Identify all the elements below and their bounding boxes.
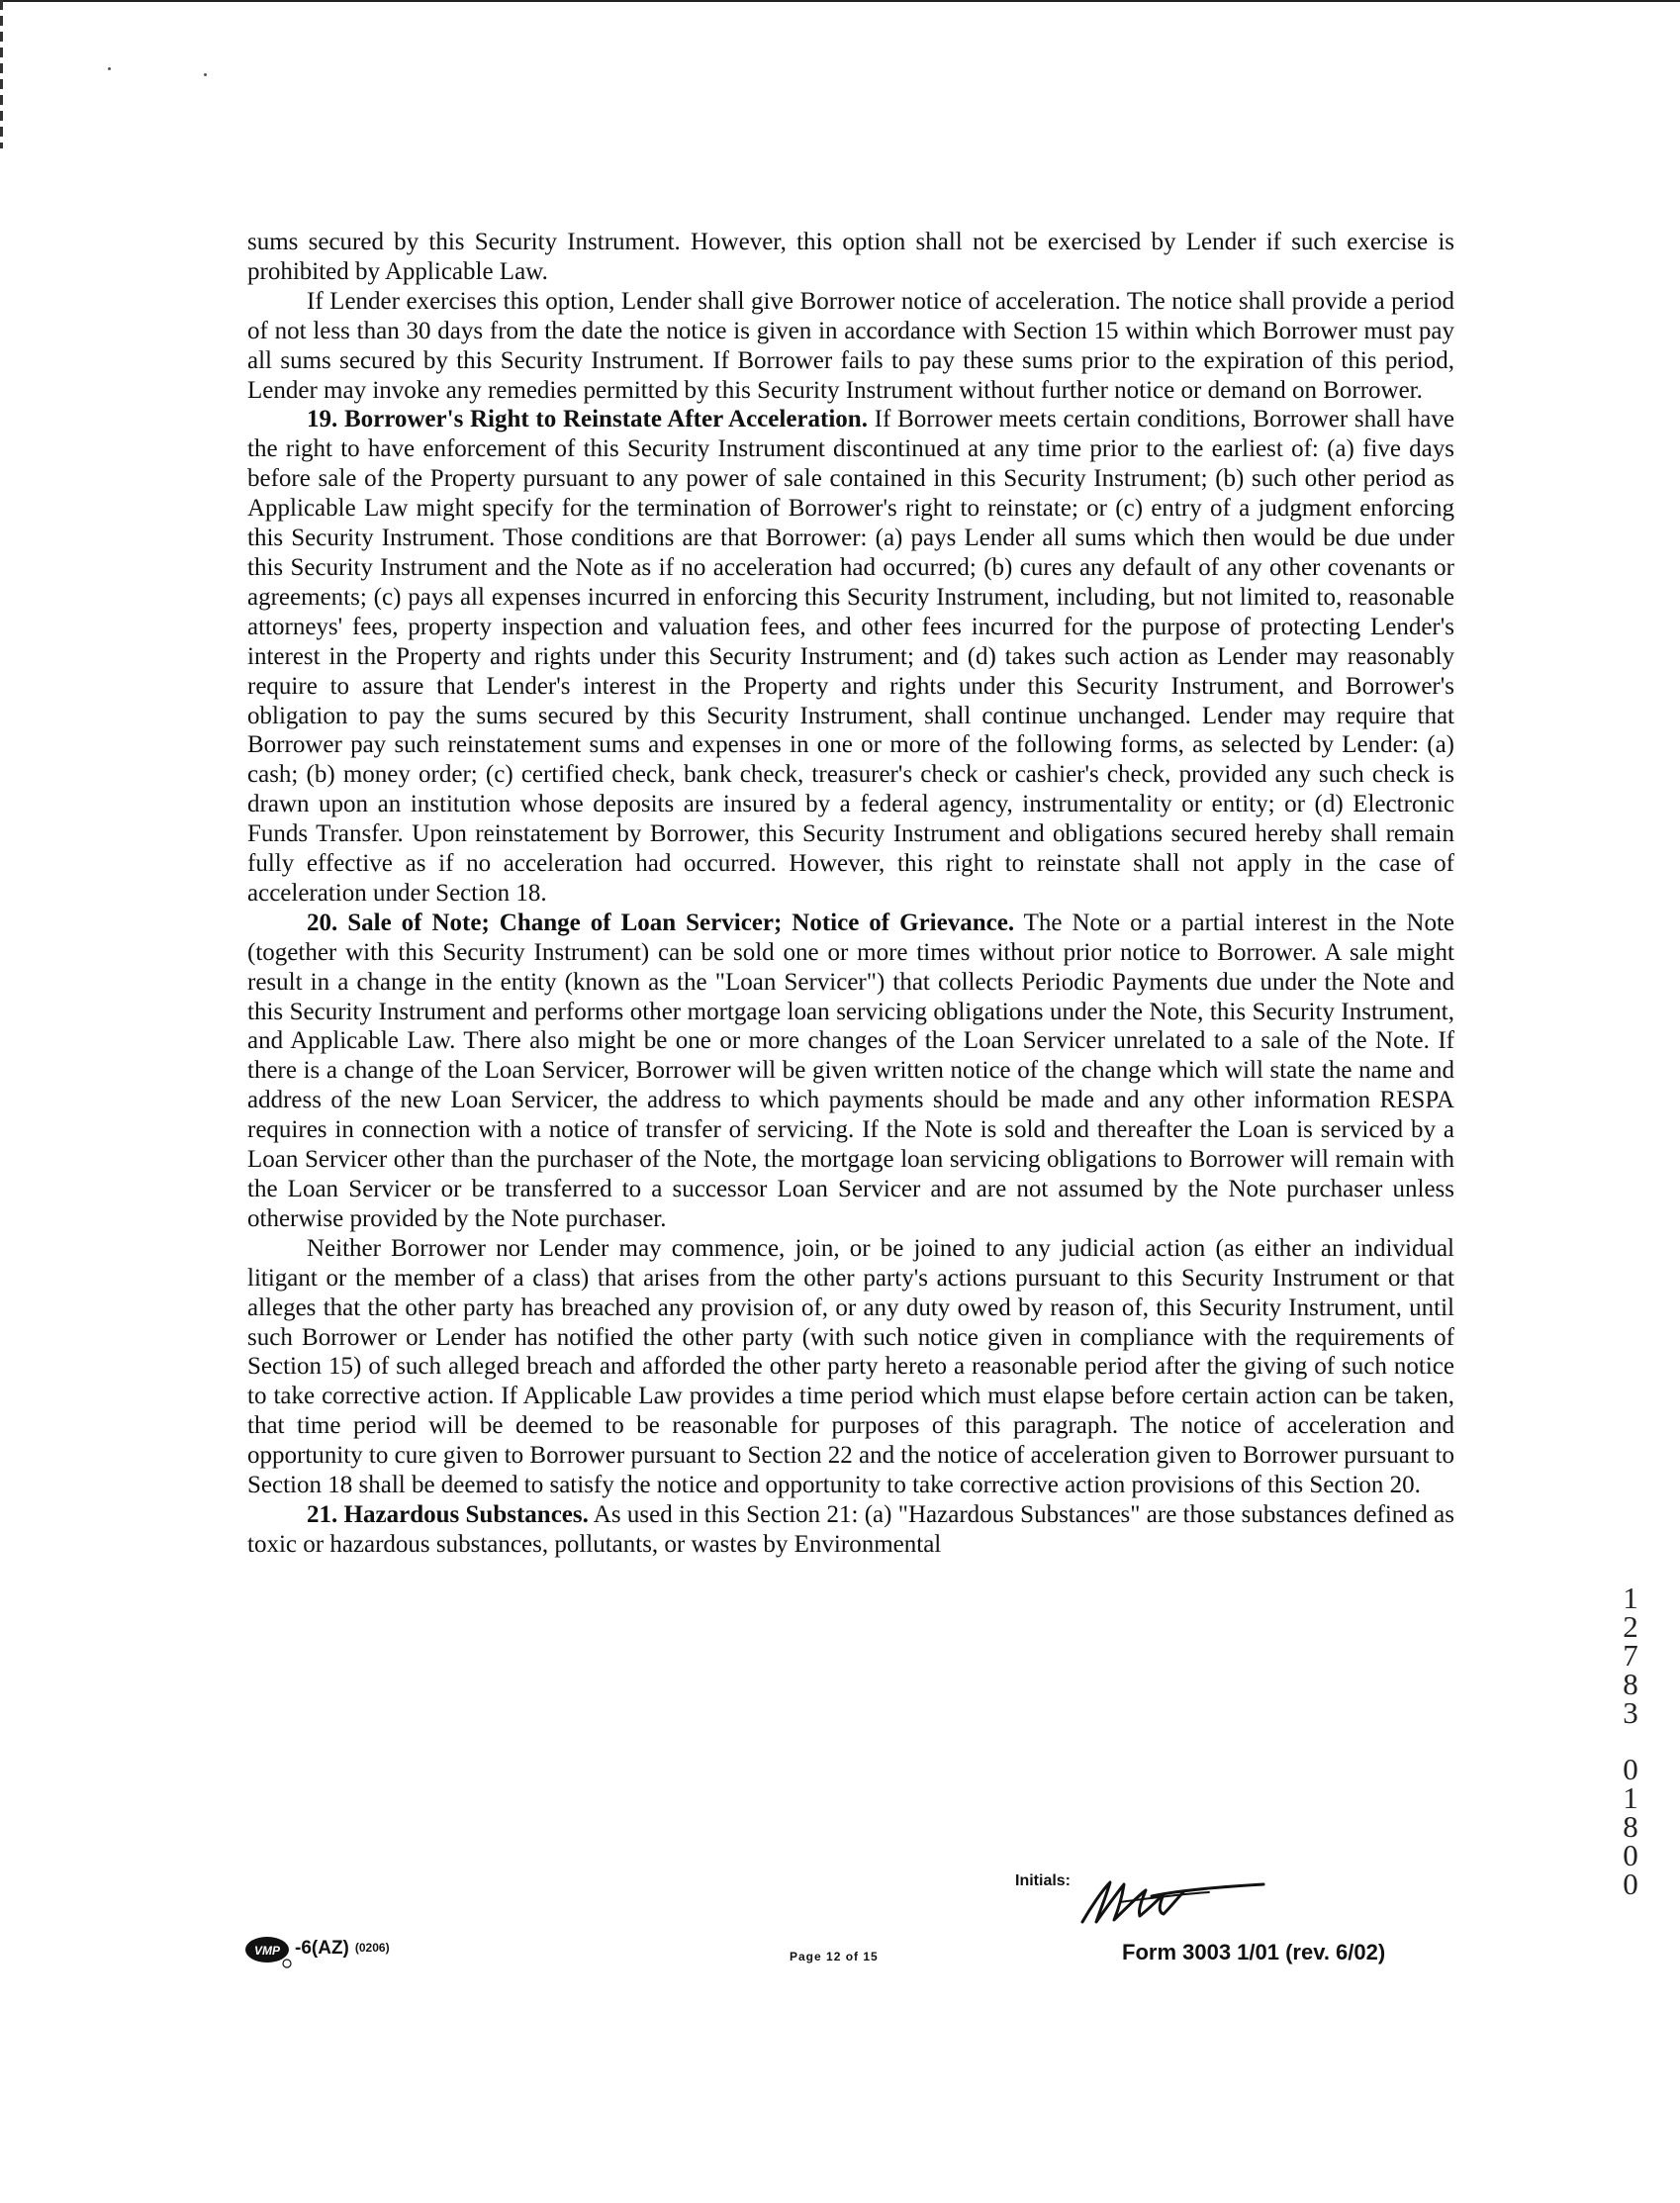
side-recording-number (1611, 1580, 1650, 1901)
section-21-heading: 21. Hazardous Substances. (307, 1500, 589, 1528)
section-19-heading: 19. Borrower's Right to Reinstate After Acceleration. (307, 406, 868, 433)
scan-speck (108, 67, 111, 70)
section-20 (247, 909, 1454, 1234)
page-number: Page 12 of 15 (790, 1950, 879, 1964)
scan-speck (204, 73, 207, 76)
side-digit: 0 (1623, 1867, 1638, 1901)
form-code-number: -6(AZ) (295, 1938, 349, 1959)
side-digit: 3 (1623, 1695, 1638, 1730)
initials-label: Initials: (1015, 1872, 1072, 1889)
paragraph-notice-of-acceleration: If Lender exercises this option, Lender shall give Borrower notice of acceleration. The notice shall provide a period of not less than 30 days from the date the notice is given in accordance with Section 15 within which Borrower must pay all sums secured by this Security Instrument. If Borrower fails to pay these sums prior to the expiration of this period, Lender may invoke any remedies permitted by this Security Instrument without further notice or demand on Borrower. (247, 287, 1454, 404)
section-19-text: If Borrower meets certain conditions, Borrower shall have the right to have enforcement of this Security Instrument discontinued at any time prior to the earliest of: (a) five days before sale of the Property pursuant to any power of sale contained in this Security Instrument; (b) such other period as Applicable Law might specify for the termination of Borrower's right to reinstate; or (c) entry of a judgment enforcing this Security Instrument. Those conditions are that Borrower: (a) pays Lender all sums which then would be due under this Security Instrument and the Note as if no acceleration had occurred; (b) cures any default of any other covenants or agreements; (c) pays all expenses incurred in enforcing this Security Instrument, including, but not limited to, reasonable attorneys' fees, property inspection and valuation fees, and other fees incurred for the purpose of protecting Lender's interest in the Property and rights under this Security Instrument; and (d) takes such action as Lender may reasonably require to assure that Lender's interest in the Property and rights under this Security Instrument, and Borrower's obligation to pay the sums secured by this Security Instrument, shall continue unchanged. Lender may require that Borrower pay such reinstatement sums and expenses in one or more of the following forms, as selected by Lender: (a) cash; (b) money order; (c) certified check, bank check, treasurer's check or cashier's check, provided any such check is drawn upon an institution whose deposits are insured by a federal agency, instrumentality or entity; or (d) Electronic Funds Transfer. Upon reinstatement by Borrower, this Security Instrument and obligations secured hereby shall remain fully effective as if no acceleration had occurred. However, this right to reinstate shall not apply in the case of acceleration under Section 18. (247, 406, 1454, 907)
side-digit: 0 (1623, 1752, 1638, 1786)
paragraph-acceleration-option: sums secured by this Security Instrument. However, this option shall not be exercised by Lender if such exercise is prohibited by Applicable Law. (247, 229, 1454, 285)
side-digit: 8 (1623, 1809, 1638, 1844)
section-19 (247, 405, 1454, 908)
form-identifier: Form 3003 1/01 (rev. 6/02) (1122, 1940, 1386, 1964)
form-code-revision: (0206) (354, 1941, 390, 1955)
side-digit: 2 (1623, 1609, 1638, 1644)
side-digit: 1 (1623, 1580, 1638, 1615)
section-20-text: The Note or a partial interest in the Note (together with this Security Instrument) can be sold one or more times without prior notice to Borrower. A sale might result in a change in the entity (known as the "Loan Servicer") that collects Periodic Payments due under the Note and this Security Instrument and performs other mortgage loan servicing obligations under the Note, this Security Instrument, and Applicable Law. There also might be one or more changes of the Loan Servicer unrelated to a sale of the Note. If there is a change of the Loan Servicer, Borrower will be given written notice of the change which will state the name and address of the new Loan Servicer, the address to which payments should be made and any other information RESPA requires in connection with a notice of transfer of servicing. If the Note is sold and thereafter the Loan is serviced by a Loan Servicer other than the purchaser of the Note, the mortgage loan servicing obligations to Borrower will remain with the Loan Servicer or be transferred to a successor Loan Servicer and are not assumed by the Note purchaser unless otherwise provided by the Note purchaser. (247, 909, 1454, 1232)
scan-top-edge (0, 0, 1680, 2)
section-21 (247, 1500, 1454, 1560)
scan-left-edge-marks (0, 0, 3, 148)
section-21-text: As used in this Section 21: (a) "Hazardous Substances" are those substances defined as toxic or hazardous substances, pollutants, or wastes by Environmental (247, 1500, 1454, 1558)
initials-signature (1080, 1878, 1268, 1928)
form-code (295, 1938, 390, 1960)
side-digit: 8 (1623, 1667, 1638, 1701)
side-digit: 1 (1623, 1780, 1638, 1815)
vmp-logo (243, 1935, 295, 1968)
document-body (247, 228, 1454, 1560)
section-20-paragraph-2: Neither Borrower nor Lender may commence, join, or be joined to any judicial action (as either an individual litigant or the member of a class) that arises from the other party's actions pursuant to this Security Instrument or that alleges that the other party has breached any provision of, or any duty owed by reason of, this Security Instrument, until such Borrower or Lender has notified the other party (with such notice given in compliance with the requirements of Section 15) of such alleged breach and afforded the other party hereto a reasonable period after the giving of such notice to take corrective action. If Applicable Law provides a time period which must elapse before certain action can be taken, that time period will be deemed to be reasonable for purposes of this paragraph. The notice of acceleration and opportunity to cure given to Borrower pursuant to Section 22 and the notice of acceleration given to Borrower pursuant to Section 18 shall be deemed to satisfy the notice and opportunity to take corrective action provisions of this Section 20. (247, 1234, 1454, 1499)
section-20-heading: 20. Sale of Note; Change of Loan Servicer; Notice of Grievance. (307, 909, 1015, 936)
side-digit: 0 (1623, 1838, 1638, 1872)
svg-text:VMP: VMP (253, 1944, 281, 1958)
side-digit: 7 (1623, 1638, 1638, 1673)
